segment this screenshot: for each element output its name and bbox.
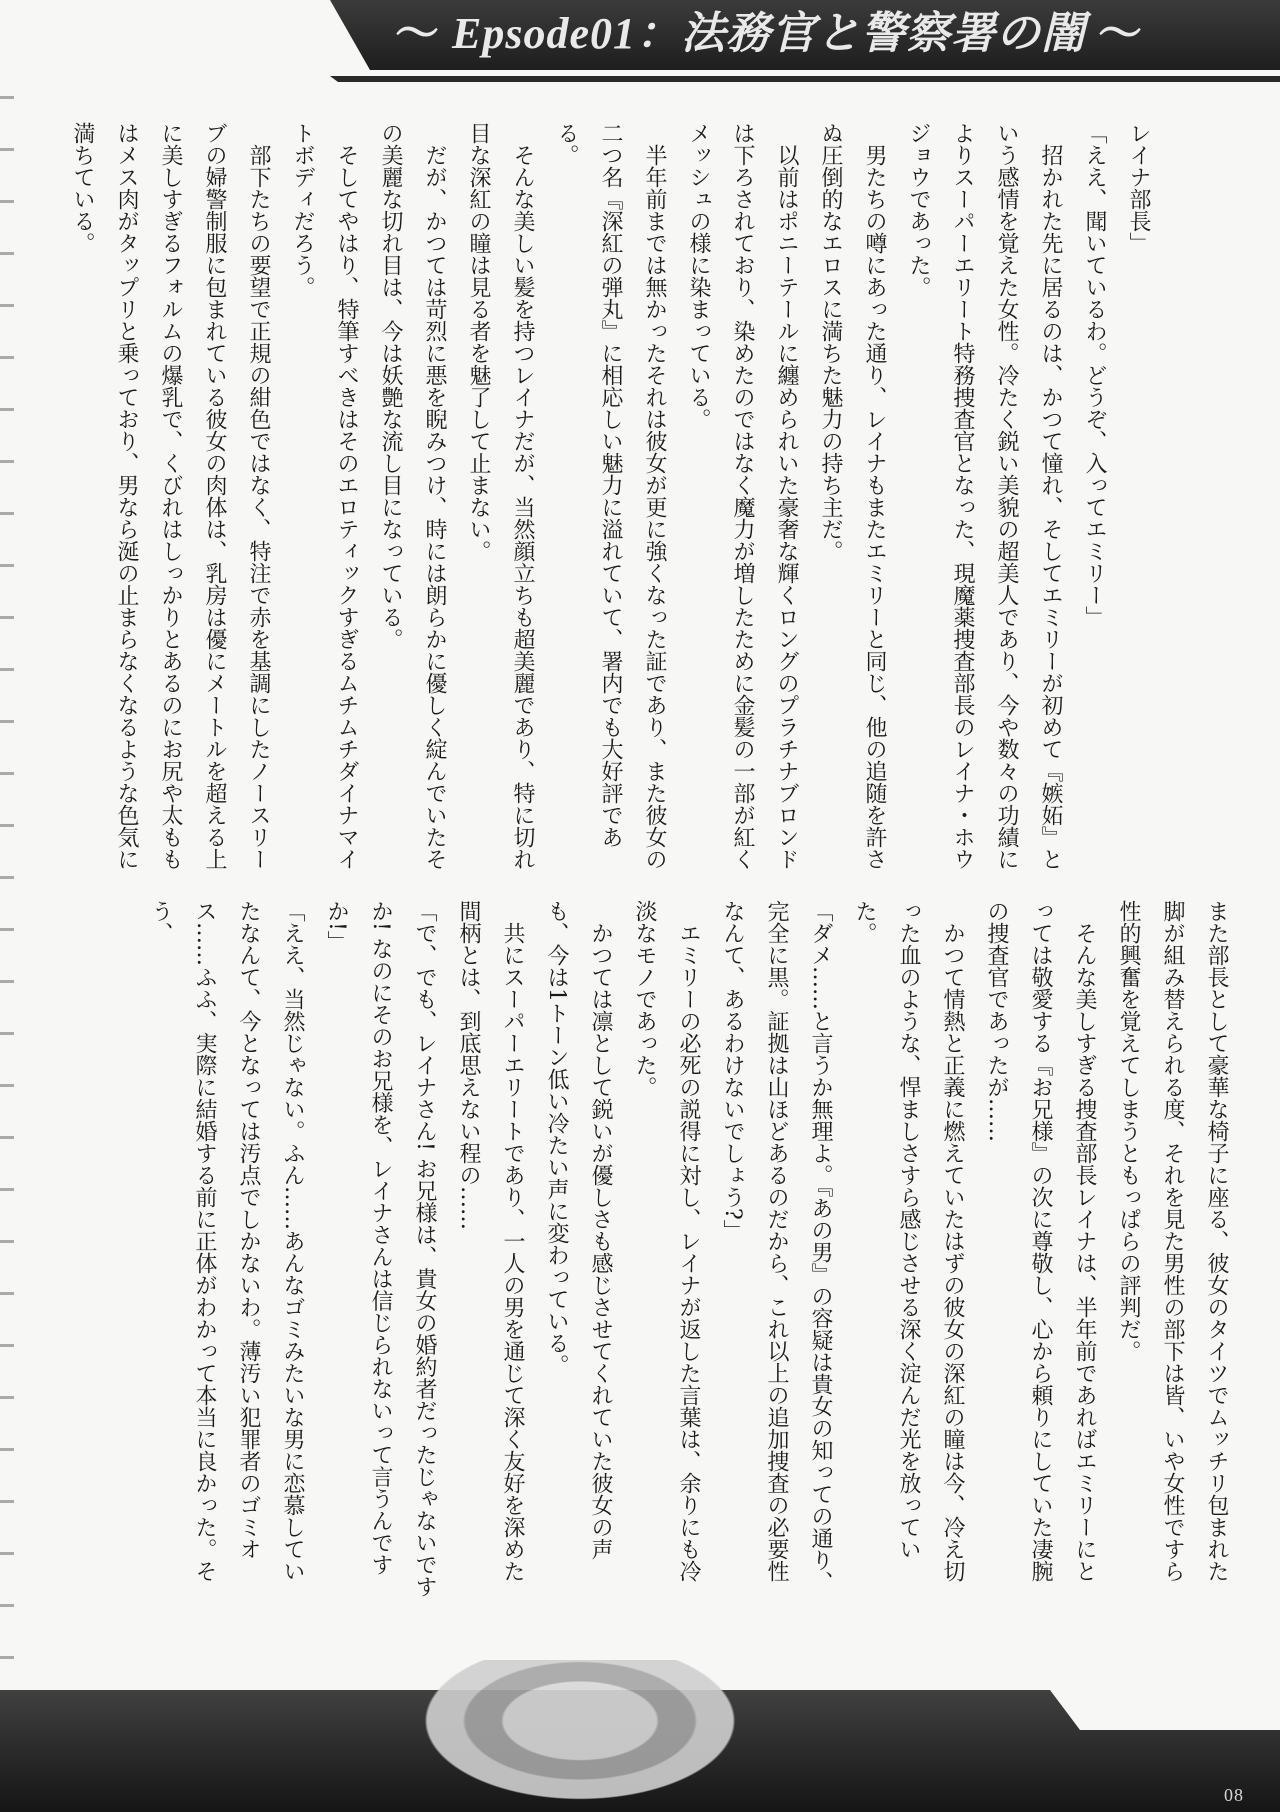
paragraph: かつて情熱と正義に燃えていたはずの彼女の深紅の瞳は今、冷え切った血のような、悍ましさすら感じさせる深く淀んだ光を放っていた。 [852,900,965,1582]
paragraph: だが、かつては苛烈に悪を睨みつけ、時には朗らかに優しく綻んでいたその美麗な切れ目は、今は妖艶な流し目になっている。 [378,122,447,870]
paragraph: 以前はポニーテールに纏められいた豪奢な輝くロングのプラチナブロンドは下ろされており、染めたのではなく魔力が増したために金髪の一部が紅くメッシュの様に染まっている。 [686,122,799,870]
header-rule [330,76,1280,82]
paragraph: 「ええ、聞いているわ。どうぞ、入ってエミリー」 [1082,122,1107,628]
paragraph: 男たちの噂にあった通り、レイナもまたエミリーと同じ、他の追随を許さぬ圧倒的なエロスに満ちた魅力の持ち主だ。 [818,122,887,870]
paragraph: そんな美しい髪を持つレイナだが、当然顔立ちも超美麗であり、特に切れ目な深紅の瞳は見る者を魅了して止まない。 [466,122,535,870]
paragraph: また部長として豪華な椅子に座る、彼女のタイツでムッチリ包まれた脚が組み替えられる度、それを見た男性の部下は皆、いや女性ですら性的興奮を覚えてしまうともっぱらの評判だ。 [1116,900,1229,1582]
paragraph: そしてやはり、特筆すべきはそのエロティックすぎるムチムチダイナマイトボディだろう。 [290,122,359,870]
chapter-title-text: Epsode01：法務官と警察署の闇 [452,9,1086,58]
dialogue-line: 「ダメ……と言うか無理よ。『あの男』の容疑は貴女の知っての通り、完全に黒。証拠は山ほどあるのだから、これ以上の追加捜査の必要性なんて、あるわけないでしょう?」 [720,900,833,1593]
paragraph: 招かれた先に居るのは、かつて憧れ、そしてエミリーが初めて『嫉妬』という感情を覚えた女性。冷たく鋭い美貌の超美人であり、今や数々の功績によりスーパーエリート特務捜査官となった、現魔薬捜査部長のレイナ・ホウジョウであった。 [906,122,1063,870]
paragraph: 部下たちの要望で正規の紺色ではなく、特注で赤を基調にしたノースリーブの婦警制服に包まれている彼女の肉体は、乳房は優にメートルを超える上に美しすぎるフォルムの爆乳で、くびれはしっかりとあるのにお尻や太ももはメス肉がタップリと乗っており、男なら涎の止まらなくなるような色気に満ちている。 [70,122,271,870]
chapter-title [395,6,1195,62]
character-illustration [400,1660,760,1812]
upper-text-block [70,122,1160,882]
page-number: 08 [1224,1785,1244,1805]
dialogue-line: 「で、でも、レイナさん! お兄様は、貴女の婚約者だったじゃないですか! なのにそのお兄様を、レイナさんは信じられないって言うんですか!」 [324,900,437,1598]
lower-text-block [138,900,1238,1600]
title-tilde-left: 〜 [395,9,440,58]
title-tilde-right: 〜 [1098,9,1143,58]
paragraph: そんな美しすぎる捜査部長レイナは、半年前であればエミリーにとっては敬愛する『お兄様』の次に尊敬し、心から頼りにしていた凄腕の捜査官であったが…… [984,900,1097,1582]
paragraph: 共にスーパーエリートであり、一人の男を通じて深く友好を深めた間柄とは、到底思えない程の…… [456,900,525,1582]
paragraph: エミリーの必死の説得に対し、レイナが返した言葉は、余りにも冷淡なモノであった。 [632,900,701,1582]
dialogue-line: 「ええ、当然じゃない。ふん……あんなゴミみたいな男に恋慕していたなんて、今となっては汚点でしかないわ。薄汚い犯罪者のゴミオス……ふふ、実際に結婚する前に正体がわかって本当に良かった。そう、 [148,900,305,1582]
paragraph: レイナ部長」 [1126,122,1151,254]
paragraph: かつては凛として鋭いが優しさも感じさせてくれていた彼女の声も、今は1トーン低い冷たい声に変わっている。 [544,900,613,1560]
binding-edge-marks [0,60,14,1760]
paragraph: 半年前までは無かったそれは彼女が更に強くなった証であり、また彼女の二つ名『深紅の弾丸』に相応しい魅力に溢れていて、署内でも大好評である。 [554,122,667,870]
